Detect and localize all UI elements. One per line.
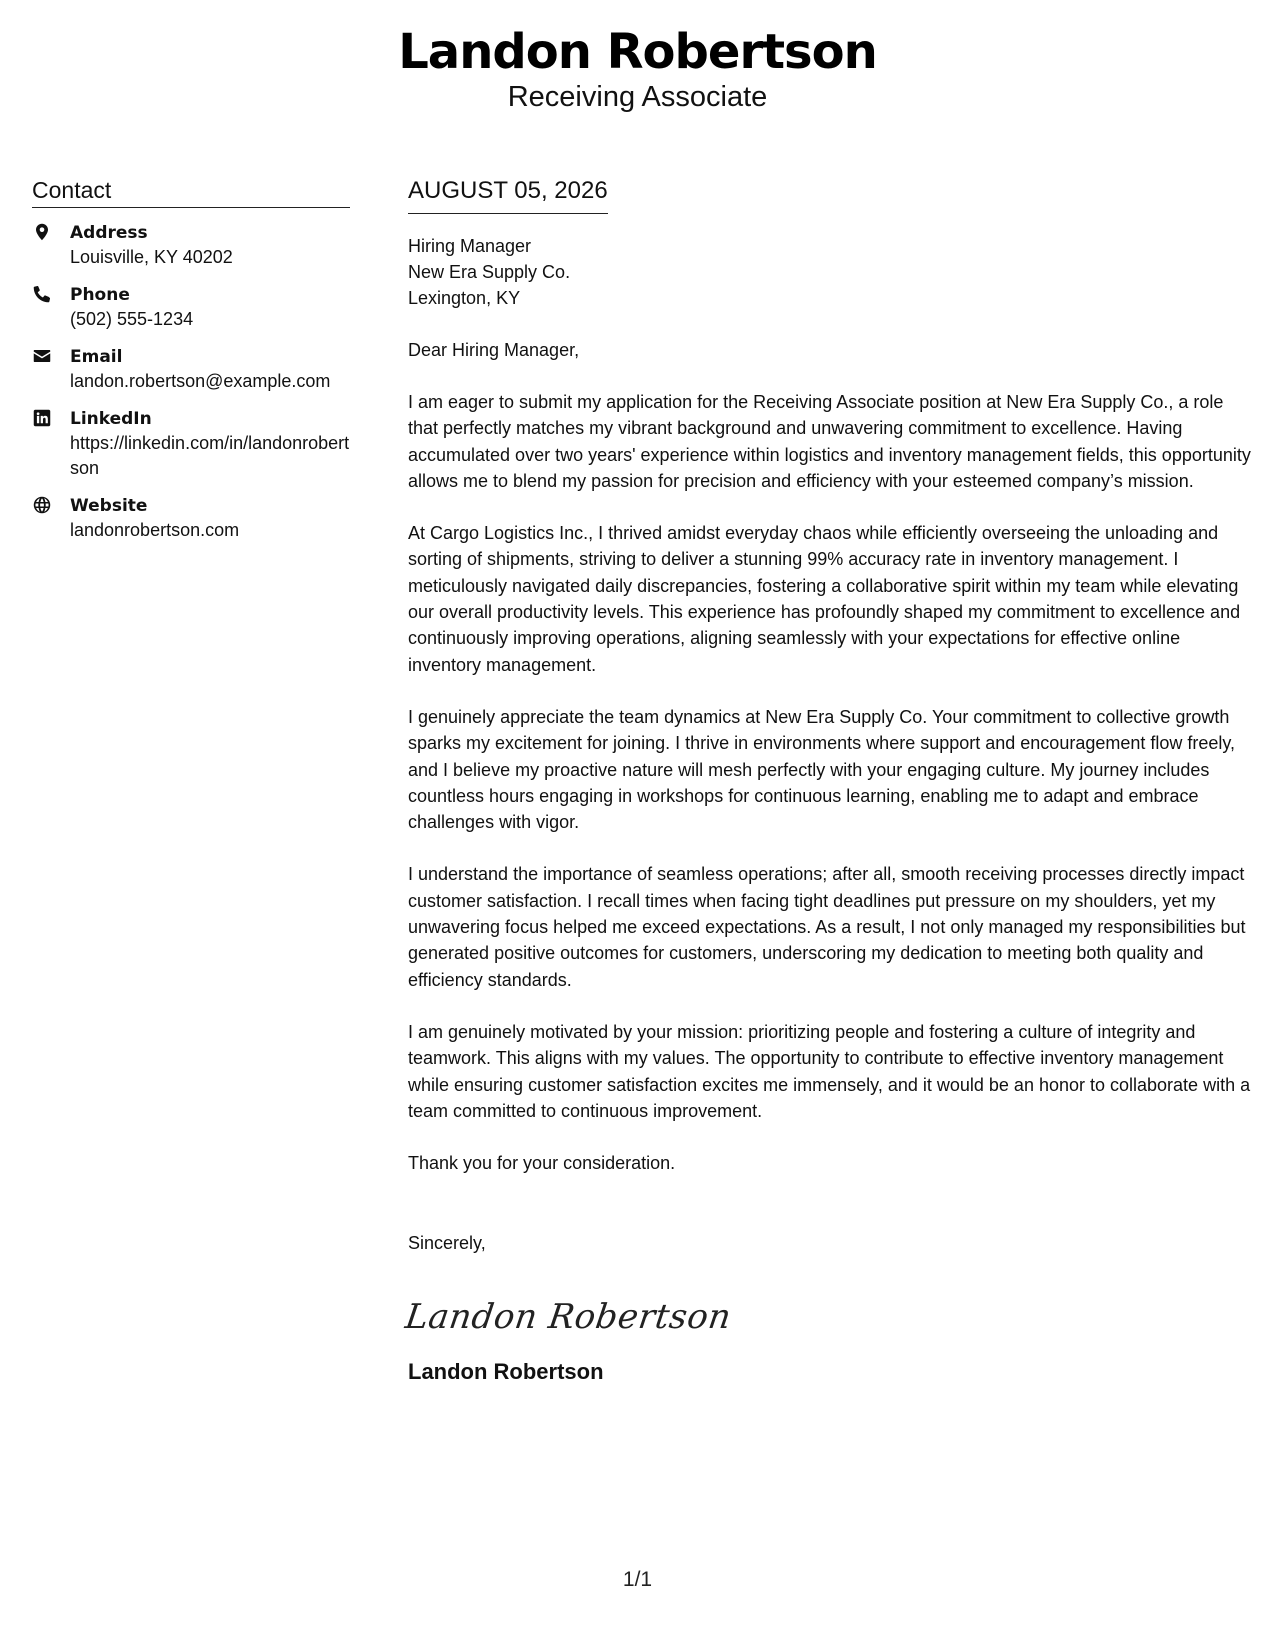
contact-item-phone (32, 283, 350, 332)
contact-heading: Contact (32, 176, 350, 208)
recipient-block (408, 233, 1258, 311)
closing: Sincerely, (408, 1233, 486, 1254)
job-title: Receiving Associate (507, 81, 768, 113)
contact-value-email[interactable]: landon.robertson@example.com (70, 371, 331, 391)
signer-name: Landon Robertson (408, 1359, 604, 1385)
signature-text: Landon Robertson (402, 1297, 734, 1338)
contact-label-linkedin: LinkedIn (70, 409, 152, 429)
contact-value-address: Louisville, KY 40202 (70, 247, 233, 267)
handwritten-signature (402, 1286, 1258, 1346)
applicant-name: Landon Robertson (398, 24, 877, 80)
contact-item-address (32, 221, 350, 270)
letter-body (402, 176, 1258, 1386)
recipient-line: Hiring Manager (408, 236, 532, 256)
letter-date: AUGUST 05, 2026 (408, 176, 608, 214)
contact-value-linkedin[interactable]: https://linkedin.com/in/landonrobertson (70, 433, 350, 478)
contact-label-address: Address (70, 223, 148, 243)
body-paragraph: Thank you for your consideration. (408, 1153, 676, 1174)
contact-label-email: Email (70, 347, 123, 367)
phone-icon (32, 284, 52, 304)
letter-header (0, 22, 1275, 114)
body-paragraph: At Cargo Logistics Inc., I thrived amidst everyday chaos while efficiently overseeing the unloading and sorting of shipments, striving to deliver a stunning 99% accuracy rate in inventory management. I meticulously navigated daily discrepancies, fostering a collaborative spirit within my team while elevating our overall productivity levels. This experience has profoundly shaped my commitment to excellence and continuously improving operations, aligning seamlessly with your expectations for effective online inventory management. (408, 523, 1241, 675)
linkedin-icon (32, 408, 52, 428)
body-paragraph: I genuinely appreciate the team dynamics at New Era Supply Co. Your commitment to collective growth sparks my excitement for joining. I thrive in environments where support and encouragement flow freely, and I believe my proactive nature will mesh perfectly with your engaging culture. My journey includes countless hours engaging in workshops for continuous learning, enabling me to adapt and embrace challenges with vigor. (408, 706, 1236, 833)
globe-icon (32, 495, 52, 515)
contact-item-email (32, 345, 350, 394)
contact-value-phone: (502) 555-1234 (70, 309, 194, 329)
contact-value-website[interactable]: landonrobertson.com (70, 520, 240, 540)
body-paragraph: I am eager to submit my application for the Receiving Associate position at New Era Supply Co., a role that perfectly matches my vibrant background and unwavering commitment to excellence. Having accumulated over two years' experience within logistics and inventory management fields, this opportunity allows me to blend my passion for precision and efficiency with your esteemed company’s mission. (408, 392, 1251, 491)
map-pin-icon (32, 222, 52, 242)
salutation: Dear Hiring Manager, (408, 340, 580, 360)
contact-label-phone: Phone (70, 285, 130, 305)
body-paragraph: I understand the importance of seamless operations; after all, smooth receiving processes directly impact customer satisfaction. I recall times when facing tight deadlines put pressure on my shoulders, yet my unwavering focus helped me exceed expectations. As a result, I not only managed my responsibilities but generated positive outcomes for customers, underscoring my dedication to meeting both quality and efficiency standards. (408, 864, 1246, 990)
page-number: 1/1 (622, 1568, 653, 1591)
body-paragraph: I am genuinely motivated by your mission: prioritizing people and fostering a culture of integrity and teamwork. This aligns with my values. The opportunity to contribute to effective inventory management while ensuring customer satisfaction excites me immensely, and it would be an honor to collaborate with a team committed to continuous improvement. (408, 1021, 1251, 1121)
contact-label-website: Website (70, 496, 148, 516)
recipient-line: New Era Supply Co. (408, 262, 571, 282)
recipient-line: Lexington, KY (408, 288, 521, 308)
envelope-icon (32, 346, 52, 366)
contact-sidebar (32, 176, 350, 556)
contact-item-linkedin (32, 407, 350, 481)
contact-item-website (32, 494, 350, 543)
